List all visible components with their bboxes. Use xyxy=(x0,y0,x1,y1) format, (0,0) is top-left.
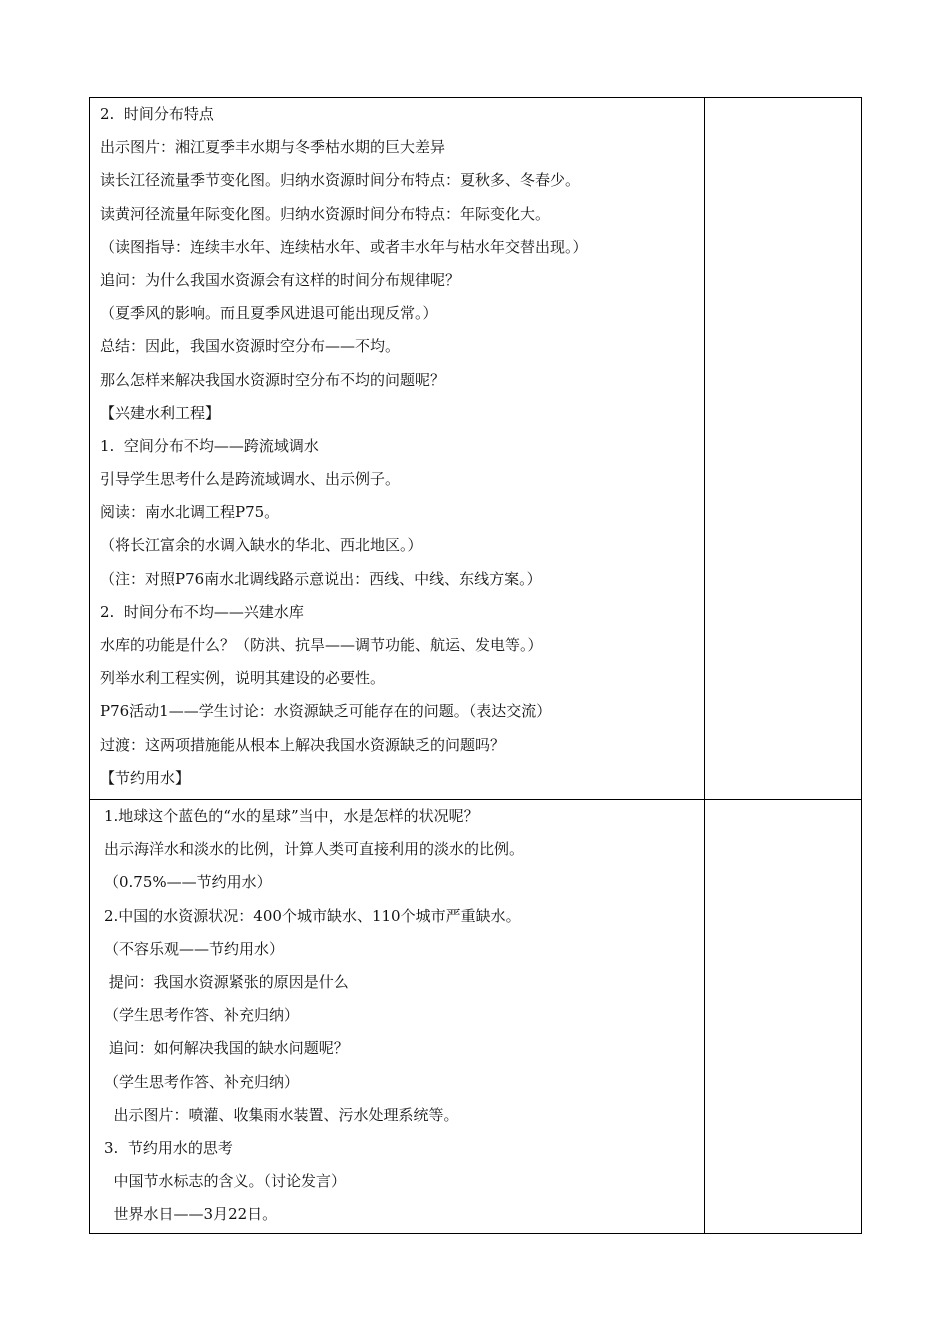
text-line: 出示图片：喷灌、收集雨水装置、污水处理系统等。 xyxy=(104,1105,459,1124)
text-line: 总结：因此，我国水资源时空分布——不均。 xyxy=(100,337,401,356)
text-line: 3. 节约用水的思考 xyxy=(104,1138,233,1157)
table-row xyxy=(90,800,862,1234)
text-line: 2.中国的水资源状况：400个城市缺水、110个城市严重缺水。 xyxy=(104,906,521,925)
text-line: 1.地球这个蓝色的“水的星球”当中，水是怎样的状况呢？ xyxy=(104,807,479,825)
text-line: 中国节水标志的含义。（讨论发言） xyxy=(104,1172,347,1191)
content-cell-save-water xyxy=(90,800,705,1234)
text-line: （读图指导：连续丰水年、连续枯水年、或者丰水年与枯水年交替出现。） xyxy=(100,237,588,256)
text-line: （不容乐观——节约用水） xyxy=(104,939,285,958)
text-line: 【节约用水】 xyxy=(100,768,191,787)
text-line: （0.75%——节约用水） xyxy=(104,873,272,892)
text-line: （注：对照P76南水北调线路示意说出：西线、中线、东线方案。） xyxy=(100,569,542,588)
text-line: 世界水日——3月22日。 xyxy=(104,1205,278,1224)
lesson-plan-table xyxy=(89,97,862,1234)
text-line: （学生思考作答、补充归纳） xyxy=(104,1006,300,1025)
text-line: 出示图片：湘江夏季丰水期与冬季枯水期的巨大差异 xyxy=(100,138,446,157)
notes-cell xyxy=(704,98,861,800)
text-line: 读长江径流量季节变化图。归纳水资源时间分布特点：夏秋多、冬春少。 xyxy=(100,171,581,190)
text-line: 【兴建水利工程】 xyxy=(100,403,221,422)
text-line: P76活动1——学生讨论：水资源缺乏可能存在的问题。（表达交流） xyxy=(100,702,552,721)
text-line: 那么怎样来解决我国水资源时空分布不均的问题呢？ xyxy=(100,370,446,389)
text-line: 水库的功能是什么？（防洪、抗旱——调节功能、航运、发电等。） xyxy=(100,636,543,654)
text-line: 引导学生思考什么是跨流域调水、出示例子。 xyxy=(100,470,401,489)
text-line: 提问：我国水资源紧张的原因是什么 xyxy=(104,972,349,991)
table-row xyxy=(90,98,862,800)
notes-cell xyxy=(704,800,861,1234)
text-line: 追问：如何解决我国的缺水问题呢？ xyxy=(104,1039,349,1058)
text-line: （夏季风的影响。而且夏季风进退可能出现反常。） xyxy=(100,304,438,323)
text-line: 1. 空间分布不均——跨流域调水 xyxy=(100,436,319,455)
text-line: 2. 时间分布不均——兴建水库 xyxy=(100,602,304,621)
content-cell-time-distribution xyxy=(90,98,705,800)
text-line: 追问：为什么我国水资源会有这样的时间分布规律呢？ xyxy=(100,270,461,289)
text-line: 过渡：这两项措施能从根本上解决我国水资源缺乏的问题吗？ xyxy=(100,735,506,754)
text-line: 2. 时间分布特点 xyxy=(100,105,214,123)
text-line: 列举水利工程实例，说明其建设的必要性。 xyxy=(100,669,386,688)
text-line: （学生思考作答、补充归纳） xyxy=(104,1072,300,1091)
text-line: 出示海洋水和淡水的比例，计算人类可直接利用的淡水的比例。 xyxy=(104,840,525,859)
text-line: 阅读：南水北调工程P75。 xyxy=(100,503,280,522)
text-line: （将长江富余的水调入缺水的华北、西北地区。） xyxy=(100,536,423,555)
text-line: 读黄河径流量年际变化图。归纳水资源时间分布特点：年际变化大。 xyxy=(100,204,551,223)
